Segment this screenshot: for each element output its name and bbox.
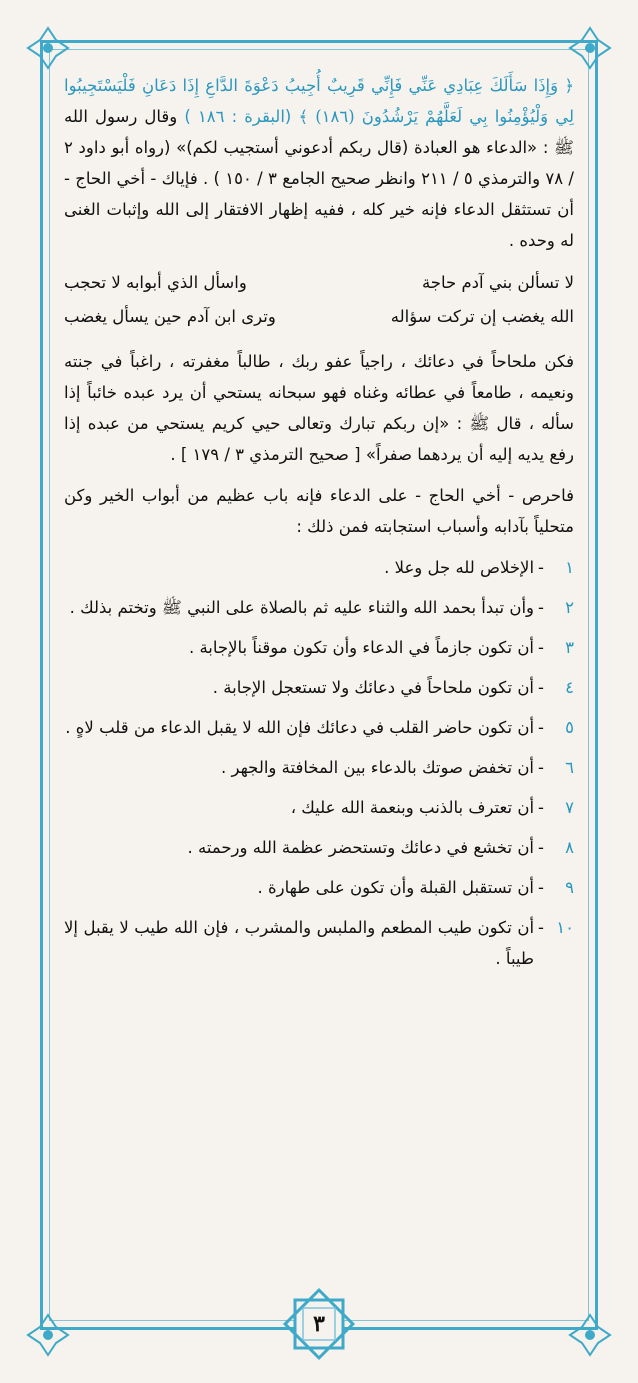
poem-line bbox=[64, 266, 574, 300]
corner-ornament-icon bbox=[26, 1313, 70, 1357]
paragraph-etiquette-intro: فاحرص - أخي الحاج - على الدعاء فإنه باب عظيم من أبواب الخير وكن متحلياً بآدابه وأسباب استجابته فمن ذلك : bbox=[64, 486, 574, 536]
poem-hemistich-right: الله يغضب إن تركت سؤاله bbox=[390, 307, 574, 326]
list-item bbox=[64, 672, 574, 703]
corner-ornament-icon bbox=[568, 26, 612, 70]
item-text: أن تكون طيب المطعم والملبس والمشرب ، فإن الله طيب لا يقبل إلا طيباً . bbox=[64, 918, 535, 968]
quran-verse: ﴿ وَإِذَا سَأَلَكَ عِبَادِي عَنِّي فَإِنِّي قَرِيبٌ أُجِيبُ دَعْوَةَ الدَّاعِ إِذَا دَعَانِ فَلْيَسْتَجِيبُوا لِي وَلْيُؤْمِنُوا بِي لَعَلَّهُمْ يَرْشُدُونَ (١٨٦) ﴾ bbox=[64, 76, 574, 126]
poem-hemistich-left: وترى ابن آدم حين يسأل يغضب bbox=[64, 307, 276, 326]
list-item bbox=[64, 752, 574, 783]
list-item bbox=[64, 592, 574, 623]
item-number: ١٠ bbox=[556, 918, 574, 937]
item-text: أن تكون ملحاحاً في دعائك ولا تستعجل الإجابة . bbox=[212, 678, 535, 697]
item-dash: - bbox=[538, 758, 544, 777]
item-number: ٦ bbox=[565, 758, 574, 777]
list-item bbox=[64, 712, 574, 743]
item-number: ٣ bbox=[565, 638, 574, 657]
item-dash: - bbox=[538, 718, 544, 737]
list-item bbox=[64, 912, 574, 974]
list-item bbox=[64, 872, 574, 903]
intro-paragraph bbox=[64, 70, 574, 256]
etiquette-list bbox=[64, 552, 574, 974]
poem bbox=[64, 266, 574, 334]
list-item bbox=[64, 632, 574, 663]
item-number: ٧ bbox=[565, 798, 574, 817]
list-item bbox=[64, 552, 574, 583]
item-dash: - bbox=[538, 558, 544, 577]
corner-ornament-icon bbox=[568, 1313, 612, 1357]
item-number: ١ bbox=[565, 558, 574, 577]
item-text: أن تستقبل القبلة وأن تكون على طهارة . bbox=[257, 878, 535, 897]
corner-ornament-icon bbox=[26, 26, 70, 70]
item-text: أن تكون جازماً في الدعاء وأن تكون موقناً بالإجابة . bbox=[188, 638, 535, 657]
intro-text: وقال رسول الله ﷺ : «الدعاء هو العبادة (قال ربكم أدعوني أستجيب لكم)» (رواه أبو داود ٢ / ٧٨ والترمذي ٥ / ٢١١ وانظر صحيح الجامع ٣ / ١٥٠ ) . فإياك - أخي الحاج - أن تستثقل الدعاء فإنه خير كله ، ففيه إظهار الافتقار إلى الله وإثبات الغنى له وحده . bbox=[64, 107, 574, 250]
item-dash: - bbox=[538, 598, 544, 617]
page-number-badge bbox=[279, 1284, 359, 1364]
poem-hemistich-right: لا تسألن بني آدم حاجة bbox=[421, 273, 574, 292]
paragraph-persistence: فكن ملحاحاً في دعائك ، راجياً عفو ربك ، طالباً مغفرته ، راغباً في جنته ونعيمه ، طامعاً في عطائه وغناه فهو سبحانه يستحي أن يرد عبده خائباً إذا سأله ، قال ﷺ : «إن ربكم تبارك وتعالى حيي كريم يستحي من عبده إذا رفع يديه إليه أن يردهما صفراً» [ صحيح الترمذي ٣ / ١٧٩ ] . bbox=[64, 352, 574, 464]
item-number: ٤ bbox=[565, 678, 574, 697]
item-text: أن تعترف بالذنب وبنعمة الله عليك ، bbox=[290, 798, 535, 817]
page-content bbox=[64, 70, 574, 983]
item-dash: - bbox=[538, 798, 544, 817]
item-text: أن تخشع في دعائك وتستحضر عظمة الله ورحمته . bbox=[187, 838, 535, 857]
item-number: ٨ bbox=[565, 838, 574, 857]
list-item bbox=[64, 792, 574, 823]
verse-reference: (البقرة : ١٨٦ ) bbox=[184, 107, 292, 126]
item-number: ٩ bbox=[565, 878, 574, 897]
poem-hemistich-left: واسأل الذي أبوابه لا تحجب bbox=[64, 273, 247, 292]
item-dash: - bbox=[538, 878, 544, 897]
item-text: أن تكون حاضر القلب في دعائك فإن الله لا يقبل الدعاء من قلب لاهٍ . bbox=[65, 718, 535, 737]
item-dash: - bbox=[538, 678, 544, 697]
item-number: ٥ bbox=[565, 718, 574, 737]
item-text: أن تخفض صوتك بالدعاء بين المخافتة والجهر . bbox=[220, 758, 535, 777]
item-number: ٢ bbox=[565, 598, 574, 617]
item-text: الإخلاص لله جل وعلا . bbox=[384, 558, 535, 577]
item-dash: - bbox=[538, 638, 544, 657]
list-item bbox=[64, 832, 574, 863]
item-dash: - bbox=[538, 838, 544, 857]
poem-line bbox=[64, 300, 574, 334]
item-text: وأن تبدأ بحمد الله والثناء عليه ثم بالصلاة على النبي ﷺ وتختم بذلك . bbox=[69, 598, 535, 617]
page-number: ٣ bbox=[313, 1311, 325, 1337]
item-dash: - bbox=[538, 918, 544, 937]
